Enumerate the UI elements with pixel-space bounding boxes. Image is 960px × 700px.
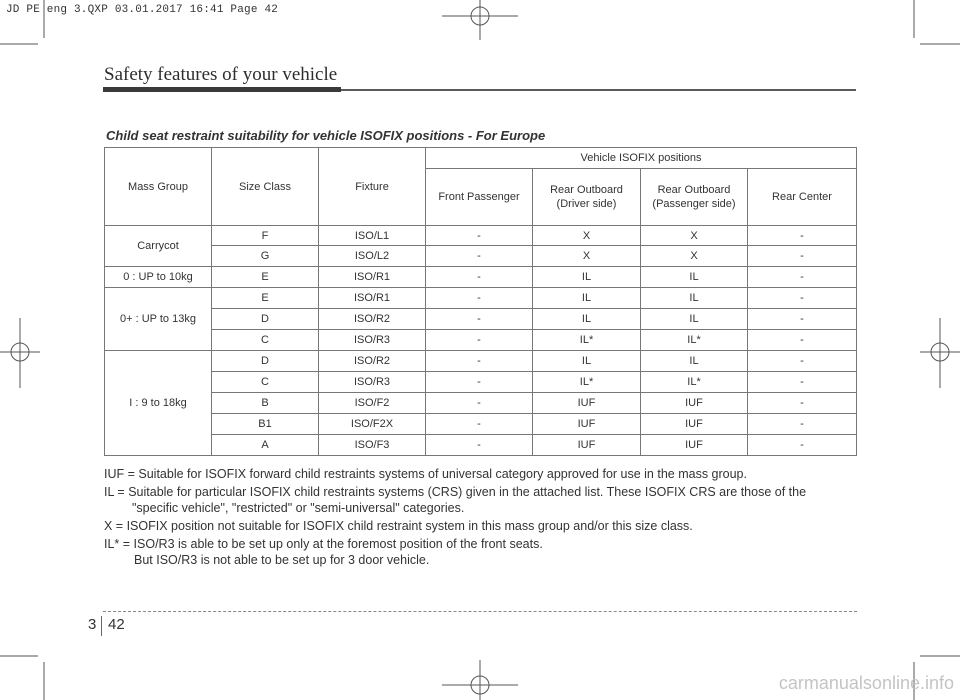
cell: - xyxy=(748,414,857,435)
print-slug: JD PE eng 3.QXP 03.01.2017 16:41 Page 42 xyxy=(6,4,279,16)
table-row xyxy=(105,393,857,414)
cell: E xyxy=(212,267,319,288)
cell: IL* xyxy=(533,372,641,393)
header-fixture: Fixture xyxy=(319,148,426,226)
cell: - xyxy=(426,351,533,372)
footnote-ilstar-line2: But ISO/R3 is not able to be set up for 3 door vehicle. xyxy=(134,553,430,567)
cell: C xyxy=(212,330,319,351)
cell: IL xyxy=(641,351,748,372)
cell: ISO/R3 xyxy=(319,330,426,351)
cell: - xyxy=(426,393,533,414)
header-mass-group: Mass Group xyxy=(105,148,212,226)
watermark: carmanualsonline.info xyxy=(778,673,954,693)
cell: A xyxy=(212,435,319,456)
cell: ISO/L1 xyxy=(319,226,426,246)
footnote-ilstar xyxy=(104,536,856,568)
header-line: Rear Outboard xyxy=(550,184,623,196)
cell: - xyxy=(426,288,533,309)
header-rear-outboard-driver xyxy=(533,169,641,226)
cell: X xyxy=(641,226,748,246)
cell: ISO/R1 xyxy=(319,267,426,288)
header-rear-center: Rear Center xyxy=(748,169,857,226)
header-front-passenger: Front Passenger xyxy=(426,169,533,226)
table-row xyxy=(105,309,857,330)
cell: B xyxy=(212,393,319,414)
cell: IL xyxy=(641,288,748,309)
cell: IL xyxy=(533,267,641,288)
group-cell: Carrycot xyxy=(105,226,212,267)
cell: - xyxy=(426,226,533,246)
cell: IUF xyxy=(533,435,641,456)
header-size-class: Size Class xyxy=(212,148,319,226)
cell: ISO/F2X xyxy=(319,414,426,435)
header-line: Rear Outboard xyxy=(657,184,731,196)
footnote-il-line1: IL = Suitable for particular ISOFIX child restraints systems (CRS) given in the attached list. These ISOFIX CRS are those of the xyxy=(104,485,807,499)
cell: E xyxy=(212,288,319,309)
title-underline-accent xyxy=(103,87,341,92)
table-row xyxy=(105,288,857,309)
cell: - xyxy=(426,246,533,267)
cell: IL xyxy=(641,267,748,288)
cell: X xyxy=(641,246,748,267)
cell: ISO/F3 xyxy=(319,435,426,456)
cell: IL xyxy=(533,351,641,372)
header-vehicle-isofix-positions: Vehicle ISOFIX positions xyxy=(426,148,857,169)
cell: F xyxy=(212,226,319,246)
table-caption: Child seat restraint suitability for vehicle ISOFIX positions - For Europe xyxy=(106,128,546,143)
cell: - xyxy=(426,330,533,351)
cell: - xyxy=(426,435,533,456)
footnote-iuf: IUF = Suitable for ISOFIX forward child restraints systems of universal category approved for use in the mass group. xyxy=(104,467,747,481)
cell: D xyxy=(212,309,319,330)
cell: - xyxy=(748,351,857,372)
cell: - xyxy=(426,267,533,288)
cell: IUF xyxy=(641,414,748,435)
footnote-x: X = ISOFIX position not suitable for ISOFIX child restraint system in this mass group and/or this size class. xyxy=(104,519,693,533)
cell: X xyxy=(533,246,641,267)
cell: IL* xyxy=(533,330,641,351)
cell: - xyxy=(748,393,857,414)
cell: IL xyxy=(533,309,641,330)
cell: ISO/R2 xyxy=(319,309,426,330)
cell: IUF xyxy=(641,393,748,414)
cell: G xyxy=(212,246,319,267)
footer-divider xyxy=(103,611,857,612)
cell: ISO/R1 xyxy=(319,288,426,309)
table-row xyxy=(105,226,857,246)
page-number: 42 xyxy=(108,616,125,633)
footnote-il-line2: "specific vehicle", "restricted" or "semi-universal" categories. xyxy=(132,501,465,515)
footnote-ilstar-line1: IL* = ISO/R3 is able to be set up only at the foremost position of the front seats. xyxy=(104,537,543,551)
cell: - xyxy=(748,226,857,246)
cell: C xyxy=(212,372,319,393)
footnote-il xyxy=(104,484,856,516)
table-row xyxy=(105,372,857,393)
group-cell: 0+ : UP to 13kg xyxy=(105,288,212,351)
footer-separator xyxy=(101,616,102,636)
cell: IUF xyxy=(533,414,641,435)
cell: - xyxy=(748,330,857,351)
cell: - xyxy=(748,435,857,456)
table-row xyxy=(105,267,857,288)
cell: ISO/L2 xyxy=(319,246,426,267)
table-row xyxy=(105,414,857,435)
cell: ISO/R3 xyxy=(319,372,426,393)
header-line: (Driver side) xyxy=(556,198,617,210)
header-line: (Passenger side) xyxy=(652,198,736,210)
header-rear-outboard-passenger xyxy=(641,169,748,226)
cell: X xyxy=(533,226,641,246)
table-row xyxy=(105,435,857,456)
cell: IUF xyxy=(641,435,748,456)
cell: - xyxy=(426,372,533,393)
cell: ISO/R2 xyxy=(319,351,426,372)
cell: - xyxy=(748,246,857,267)
cell: IL* xyxy=(641,330,748,351)
cell: - xyxy=(748,372,857,393)
footnotes xyxy=(104,466,856,570)
cell: ISO/F2 xyxy=(319,393,426,414)
cell: - xyxy=(426,309,533,330)
cell: - xyxy=(748,288,857,309)
cell: IL* xyxy=(641,372,748,393)
isofix-suitability-table xyxy=(104,147,857,456)
chapter-number: 3 xyxy=(88,616,97,633)
cell: D xyxy=(212,351,319,372)
table-row xyxy=(105,246,857,267)
cell: - xyxy=(748,309,857,330)
title-underline-rule xyxy=(341,89,856,91)
cell: - xyxy=(748,267,857,288)
cell: IUF xyxy=(533,393,641,414)
section-title: Safety features of your vehicle xyxy=(104,64,338,85)
table-row xyxy=(105,330,857,351)
group-cell: I : 9 to 18kg xyxy=(105,351,212,456)
cell: IL xyxy=(641,309,748,330)
cell: IL xyxy=(533,288,641,309)
group-cell: 0 : UP to 10kg xyxy=(105,267,212,288)
cell: - xyxy=(426,414,533,435)
table-row xyxy=(105,351,857,372)
cell: B1 xyxy=(212,414,319,435)
